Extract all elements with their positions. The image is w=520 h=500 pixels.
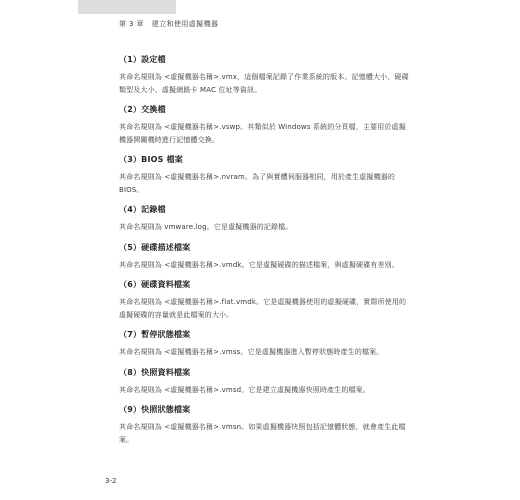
section-disk-data — [119, 279, 409, 321]
section-title: （7）暫停狀態檔案 — [119, 330, 191, 339]
section-title: （2）交換檔 — [119, 105, 166, 114]
section-body: 其命名規則為 <虛擬機器名稱>.vmss。它是虛擬機器進入暫停狀態時產生的檔案。 — [119, 348, 384, 356]
section-body: 其命名規則為 vmware.log。它是虛擬機器的記錄檔。 — [119, 223, 293, 231]
section-config-file — [119, 54, 409, 96]
section-title: （8）快照資料檔案 — [119, 367, 191, 377]
section-title: （4）記錄檔 — [119, 205, 166, 214]
page-number: 3-2 — [105, 477, 117, 485]
section-title: （3）BIOS 檔案 — [119, 155, 183, 164]
section-title: （1）設定檔 — [119, 55, 166, 64]
section-body: 其命名規則為 <虛擬機器名稱>.vmsd。它是建立虛擬機器快照時產生的檔案。 — [119, 385, 370, 394]
section-suspend-file — [119, 329, 409, 359]
chapter-tab — [78, 0, 176, 14]
section-disk-descriptor — [119, 242, 409, 272]
section-body: 其命名規則為 <虛擬機器名稱>.vmdk。它是虛擬硬碟的描述檔案，與虛擬硬碟有差別。 — [119, 260, 399, 269]
top-margin — [0, 0, 520, 14]
section-body: 其命名規則為 <虛擬機器名稱>.vmsn。如果虛擬機器快照包括記憶體狀態，就會產生此檔案。 — [119, 423, 406, 444]
chapter-number: 第 3 章 — [119, 20, 144, 28]
chapter-title: 建立和使用虛擬機器 — [151, 20, 219, 28]
section-log-file — [119, 204, 409, 234]
page-content — [119, 54, 409, 454]
section-body: 其命名規則為 <虛擬機器名稱>.vswp。其類似於 Windows 系統的分頁檔，主要用於虛擬機器開關機時進行記憶體交換。 — [119, 123, 406, 144]
section-title: （5）硬碟描述檔案 — [119, 242, 191, 252]
section-snapshot-data — [119, 367, 409, 397]
section-bios-file — [119, 154, 409, 196]
section-body: 其命名規則為 <虛擬機器名稱>.flat.vmdk。它是虛擬機器使用的虛擬硬碟，實際所使用的虛擬硬碟的容量就是此檔案的大小。 — [119, 298, 407, 319]
section-swap-file — [119, 104, 409, 146]
section-body: 其命名規則為 <虛擬機器名稱>.vmx，這個檔案記錄了作業系統的版本、記憶體大小、硬碟類型及大小、虛擬網路卡 MAC 位址等資訊。 — [119, 73, 409, 94]
section-body: 其命名規則為 <虛擬機器名稱>.nvram。為了與實體伺服器相同，用於產生虛擬機器的 BIOS。 — [119, 173, 396, 194]
running-header — [119, 19, 218, 29]
section-title: （9）快照狀態檔案 — [119, 405, 191, 414]
section-title: （6）硬碟資料檔案 — [119, 280, 191, 289]
section-snapshot-state — [119, 404, 409, 446]
